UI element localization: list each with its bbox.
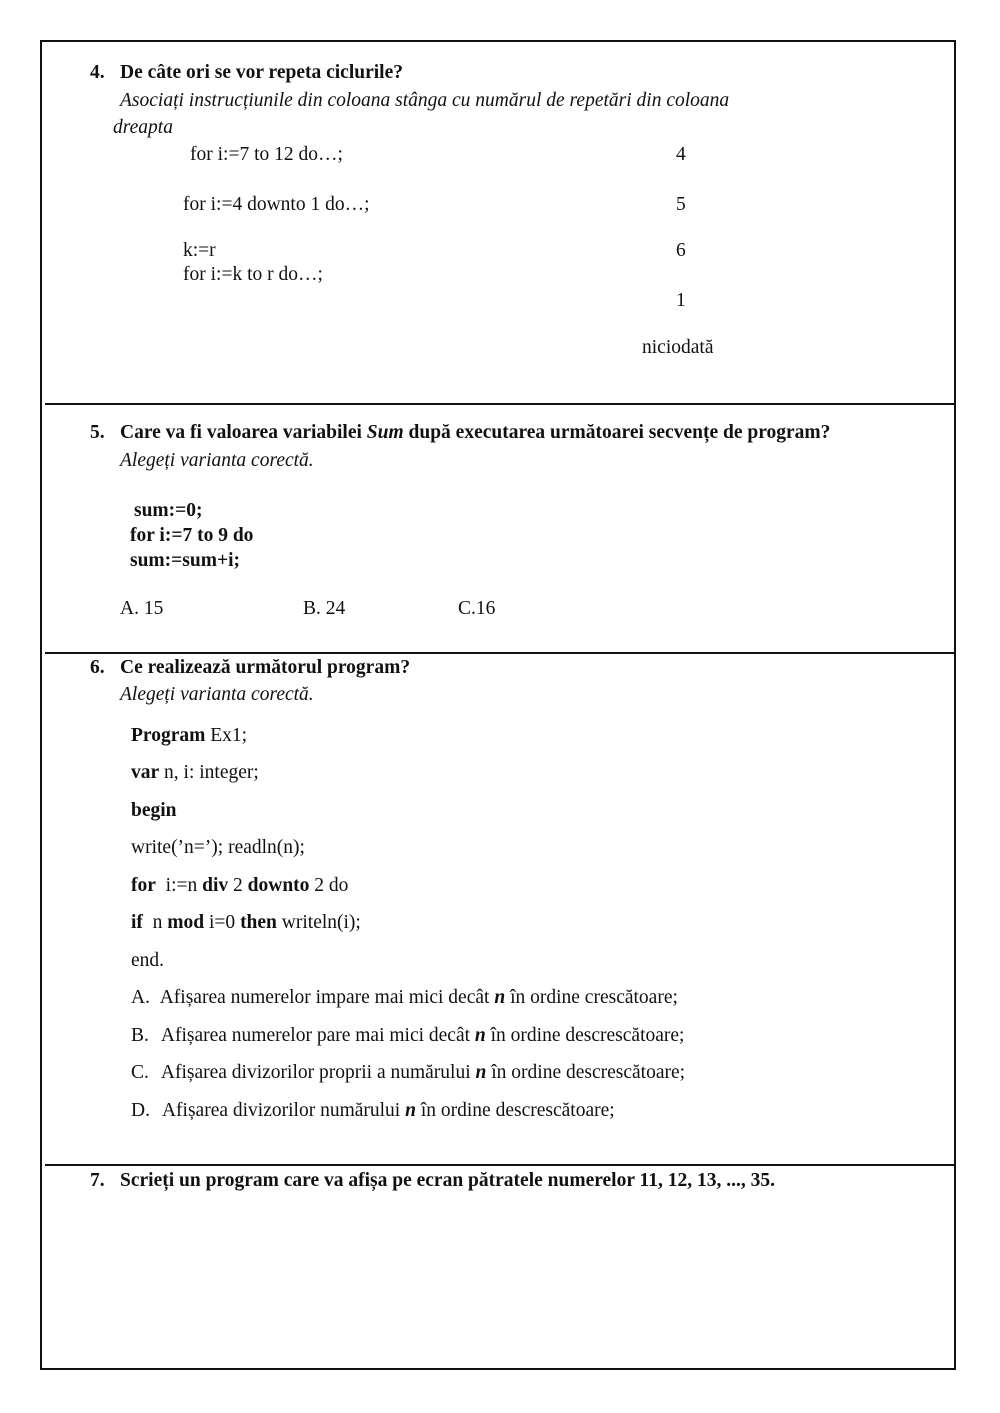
right-item[interactable]: 6 [676, 240, 686, 261]
code-line: for i:=n div 2 downto 2 do [131, 875, 349, 896]
instruction: Alegeți varianta corectă. [120, 450, 314, 471]
option-c[interactable]: C.16 [458, 598, 496, 619]
left-item[interactable]: k:=r [183, 240, 216, 261]
question-number: 4. [90, 62, 105, 83]
answer-area[interactable] [90, 1205, 930, 1355]
code-line: var n, i: integer; [131, 762, 259, 783]
code-line: sum:=0; [134, 500, 203, 521]
code-line: end. [131, 950, 165, 971]
instruction-cont: dreapta [113, 117, 173, 138]
option-d[interactable]: D. Afișarea divizorilor numărului n în ordine descrescătoare; [131, 1100, 615, 1121]
left-item[interactable]: for i:=7 to 12 do…; [190, 144, 343, 165]
question-number: 6. [90, 657, 105, 678]
code-line: sum:=sum+i; [130, 550, 240, 571]
question-title: De câte ori se vor repeta ciclurile? [120, 62, 403, 83]
question-number: 5. [90, 422, 105, 443]
question-title: Ce realizează următorul program? [120, 657, 411, 678]
right-item[interactable]: 1 [676, 290, 686, 311]
option-b[interactable]: B. Afișarea numerelor pare mai mici decât n în ordine descrescătoare; [131, 1025, 685, 1046]
section-divider [45, 403, 955, 405]
question-title: Care va fi valoarea variabilei Sum după executarea următoarei secvențe de program? [120, 422, 831, 443]
question-title: Scrieți un program care va afișa pe ecran pătratele numerelor 11, 12, 13, ..., 35. [120, 1170, 775, 1191]
code-line: write(’n=’); readln(n); [131, 837, 305, 858]
code-line: Program Ex1; [131, 725, 248, 746]
option-a[interactable]: A. Afișarea numerelor impare mai mici decât n în ordine crescătoare; [131, 987, 678, 1008]
instruction: Asociați instrucțiunile din coloana stânga cu numărul de repetări din coloana [120, 90, 730, 111]
instruction: Alegeți varianta corectă. [120, 684, 314, 705]
code-line: begin [131, 800, 177, 821]
code-line: for i:=7 to 9 do [130, 525, 254, 546]
left-item[interactable]: for i:=4 downto 1 do…; [183, 194, 370, 215]
section-divider [45, 1164, 955, 1166]
code-line: if n mod i=0 then writeln(i); [131, 912, 361, 933]
option-a[interactable]: A. 15 [120, 598, 164, 619]
right-item[interactable]: 5 [676, 194, 686, 215]
left-item[interactable]: for i:=k to r do…; [183, 264, 323, 285]
right-item[interactable]: 4 [676, 144, 686, 165]
right-item[interactable]: niciodată [642, 337, 714, 358]
section-divider [45, 652, 955, 654]
option-b[interactable]: B. 24 [303, 598, 346, 619]
option-c[interactable]: C. Afișarea divizorilor proprii a numărului n în ordine descrescătoare; [131, 1062, 686, 1083]
question-number: 7. [90, 1170, 105, 1191]
